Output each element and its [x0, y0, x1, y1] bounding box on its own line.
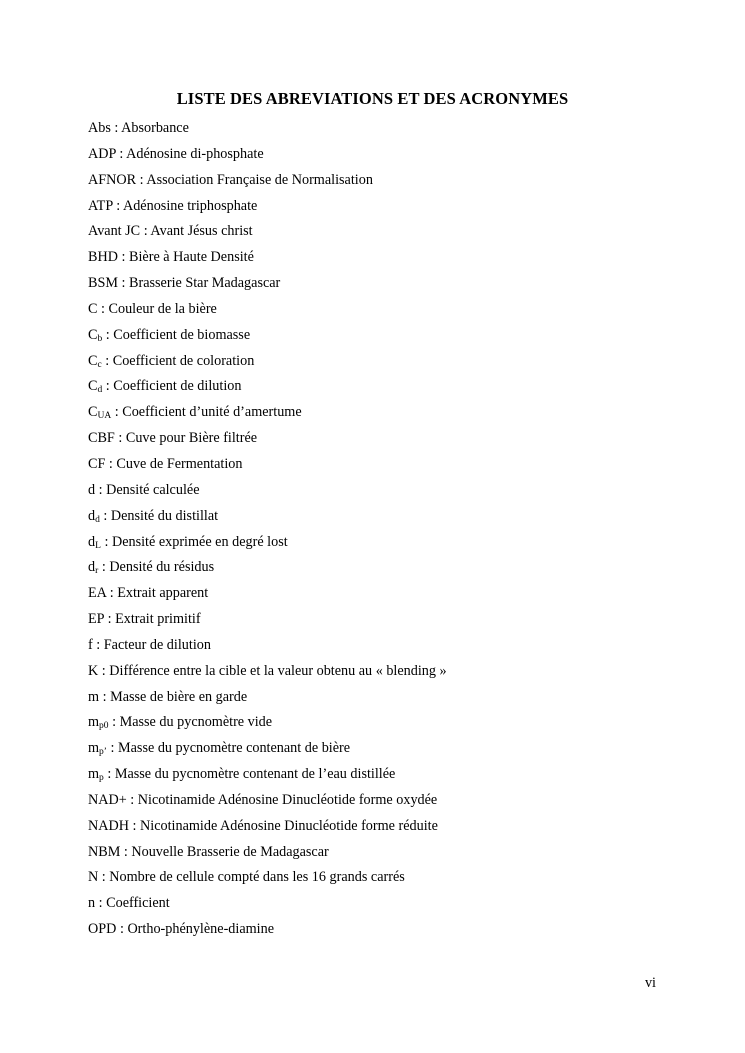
abbreviation-term: CF	[88, 455, 106, 472]
list-item	[88, 634, 688, 660]
abbreviation-definition: Adénosine triphosphate	[122, 197, 258, 214]
page-number: vi	[644, 975, 656, 991]
abbreviation-subscript: c	[97, 359, 102, 370]
abbreviation-list	[88, 117, 688, 944]
abbreviation-definition: Absorbance	[121, 120, 189, 136]
abbreviation-term: C	[88, 352, 98, 369]
abbreviation-term: Abs	[88, 120, 111, 136]
abbreviation-term: d	[88, 507, 96, 524]
separator: :	[120, 843, 132, 860]
abbreviation-term: Avant JC	[88, 223, 141, 240]
list-item	[88, 324, 688, 350]
abbreviation-definition: Brasserie Star Madagascar	[129, 275, 281, 292]
abbreviation-term: f	[88, 636, 93, 653]
abbreviation-definition: Extrait primitif	[115, 611, 201, 628]
abbreviation-term: ATP	[88, 197, 113, 214]
separator: :	[100, 533, 112, 550]
list-item	[88, 272, 688, 298]
abbreviation-term: ADP	[88, 145, 116, 162]
separator: :	[95, 481, 107, 498]
abbreviation-definition: Différence entre la cible et la valeur obtenu au « blending »	[109, 662, 447, 679]
abbreviation-term: C	[88, 326, 98, 343]
abbreviation-definition: Cuve pour Bière filtrée	[125, 430, 258, 447]
abbreviation-term: m	[88, 740, 100, 757]
separator: :	[136, 171, 147, 188]
list-item	[88, 789, 688, 815]
separator: :	[128, 817, 141, 834]
separator: :	[116, 921, 128, 938]
abbreviation-term: NBM	[88, 843, 121, 860]
list-item	[88, 350, 688, 376]
separator: :	[106, 740, 119, 757]
list-item	[88, 246, 688, 272]
abbreviation-definition: Nombre de cellule compté dans les 16 grands carrés	[109, 869, 405, 886]
abbreviation-term: d	[88, 481, 96, 498]
abbreviation-definition: Ortho-phénylène-diamine	[127, 921, 274, 938]
abbreviation-subscript: p0	[99, 721, 109, 732]
list-item	[88, 686, 688, 712]
abbreviation-definition: Association Française de Normalisation	[146, 171, 373, 188]
abbreviation-term: N	[88, 869, 99, 886]
abbreviation-term: C	[88, 300, 98, 317]
abbreviation-definition: Densité du distillat	[110, 507, 219, 524]
abbreviation-term: m	[88, 766, 100, 783]
abbreviation-definition: Adénosine di-phosphate	[126, 145, 264, 162]
abbreviation-term: OPD	[88, 921, 117, 938]
abbreviation-definition: Cuve de Fermentation	[116, 455, 243, 472]
separator: :	[104, 611, 116, 628]
list-item	[88, 866, 688, 892]
list-item	[88, 143, 688, 169]
separator: :	[111, 404, 123, 421]
separator: :	[115, 145, 127, 162]
abbreviation-term: AFNOR	[88, 171, 137, 188]
list-item	[88, 711, 688, 737]
abbreviation-definition: Coefficient	[106, 895, 170, 912]
abbreviation-term: NADH	[88, 817, 129, 834]
abbreviation-definition: Densité exprimée en degré lost	[111, 533, 288, 550]
list-item	[88, 427, 688, 453]
abbreviation-subscript: r	[95, 566, 99, 577]
abbreviation-definition: Facteur de dilution	[103, 636, 211, 653]
abbreviation-subscript: d	[95, 514, 100, 525]
list-item	[88, 892, 688, 918]
separator: :	[98, 869, 110, 886]
abbreviation-subscript: b	[97, 333, 103, 344]
abbreviation-definition: Masse du pycnomètre contenant de l’eau distillée	[114, 766, 396, 783]
abbreviation-subscript: p	[99, 773, 104, 784]
list-item	[88, 841, 688, 867]
list-item	[88, 375, 688, 401]
list-item	[88, 763, 688, 789]
abbreviation-term: EP	[88, 611, 105, 628]
page-title: LISTE DES ABREVIATIONS ET DES ACRONYMES	[176, 89, 569, 108]
abbreviation-definition: Coefficient de biomasse	[113, 326, 251, 343]
list-item	[88, 737, 688, 763]
separator: :	[92, 636, 104, 653]
abbreviation-subscript: p’	[99, 747, 107, 758]
separator: :	[102, 378, 114, 395]
list-item	[88, 660, 688, 686]
list-item	[88, 195, 688, 221]
abbreviation-term: NAD+	[88, 791, 127, 808]
list-item	[88, 608, 688, 634]
abbreviation-definition: Nouvelle Brasserie de Madagascar	[131, 843, 329, 860]
list-item	[88, 117, 688, 143]
abbreviation-subscript: d	[97, 385, 103, 396]
abbreviation-definition: Coefficient d’unité d’amertume	[122, 404, 302, 421]
abbreviation-term: BSM	[88, 275, 118, 292]
list-item	[88, 815, 688, 841]
abbreviation-definition: Nicotinamide Adénosine Dinucléotide forme réduite	[140, 817, 438, 834]
separator: :	[106, 585, 118, 602]
separator: :	[99, 507, 111, 524]
list-item	[88, 401, 688, 427]
abbreviation-term: d	[88, 559, 96, 576]
abbreviation-definition: Extrait apparent	[117, 585, 209, 602]
separator: :	[102, 326, 114, 343]
list-item	[88, 298, 688, 324]
abbreviation-definition: Coefficient de coloration	[112, 352, 255, 369]
separator: :	[110, 120, 122, 136]
abbreviation-definition: Masse du pycnomètre contenant de bière	[118, 740, 351, 757]
separator: :	[112, 197, 123, 214]
abbreviation-definition: Nicotinamide Adénosine Dinucléotide forme oxydée	[137, 791, 438, 808]
abbreviation-definition: Masse de bière en garde	[110, 688, 248, 705]
list-item	[88, 531, 688, 557]
abbreviation-term: m	[88, 688, 100, 705]
abbreviation-term: n	[88, 895, 96, 912]
list-item	[88, 556, 688, 582]
separator: :	[105, 455, 117, 472]
abbreviation-term: K	[88, 662, 99, 679]
list-item	[88, 582, 688, 608]
abbreviation-definition: Coefficient de dilution	[113, 378, 242, 395]
list-item	[88, 479, 688, 505]
list-item	[88, 505, 688, 531]
abbreviation-subscript: L	[95, 540, 101, 551]
separator: :	[114, 430, 126, 447]
abbreviation-definition: Couleur de la bière	[108, 300, 217, 317]
abbreviation-term: EA	[88, 585, 107, 602]
abbreviation-subscript: UA	[97, 411, 112, 422]
abbreviation-term: BHD	[88, 249, 118, 266]
separator: :	[103, 766, 115, 783]
separator: :	[117, 275, 130, 292]
list-item	[88, 169, 688, 195]
abbreviation-definition: Densité calculée	[106, 481, 200, 498]
separator: :	[98, 559, 110, 576]
separator: :	[97, 300, 109, 317]
list-item	[88, 453, 688, 479]
separator: :	[99, 688, 111, 705]
separator: :	[108, 714, 120, 731]
separator: :	[95, 895, 107, 912]
abbreviation-term: CBF	[88, 430, 115, 447]
abbreviation-definition: Densité du résidus	[109, 559, 215, 576]
separator: :	[98, 662, 110, 679]
separator: :	[117, 249, 130, 266]
abbreviation-term: C	[88, 404, 98, 421]
list-item	[88, 220, 688, 246]
abbreviation-definition: Bière à Haute Densité	[129, 249, 254, 266]
abbreviation-term: C	[88, 378, 98, 395]
separator: :	[101, 352, 113, 369]
abbreviation-term: m	[88, 714, 100, 731]
abbreviation-term: d	[88, 533, 96, 550]
separator: :	[140, 223, 151, 240]
list-item	[88, 918, 688, 944]
abbreviation-definition: Masse du pycnomètre vide	[119, 714, 273, 731]
abbreviation-definition: Avant Jésus christ	[150, 223, 253, 240]
separator: :	[126, 791, 138, 808]
